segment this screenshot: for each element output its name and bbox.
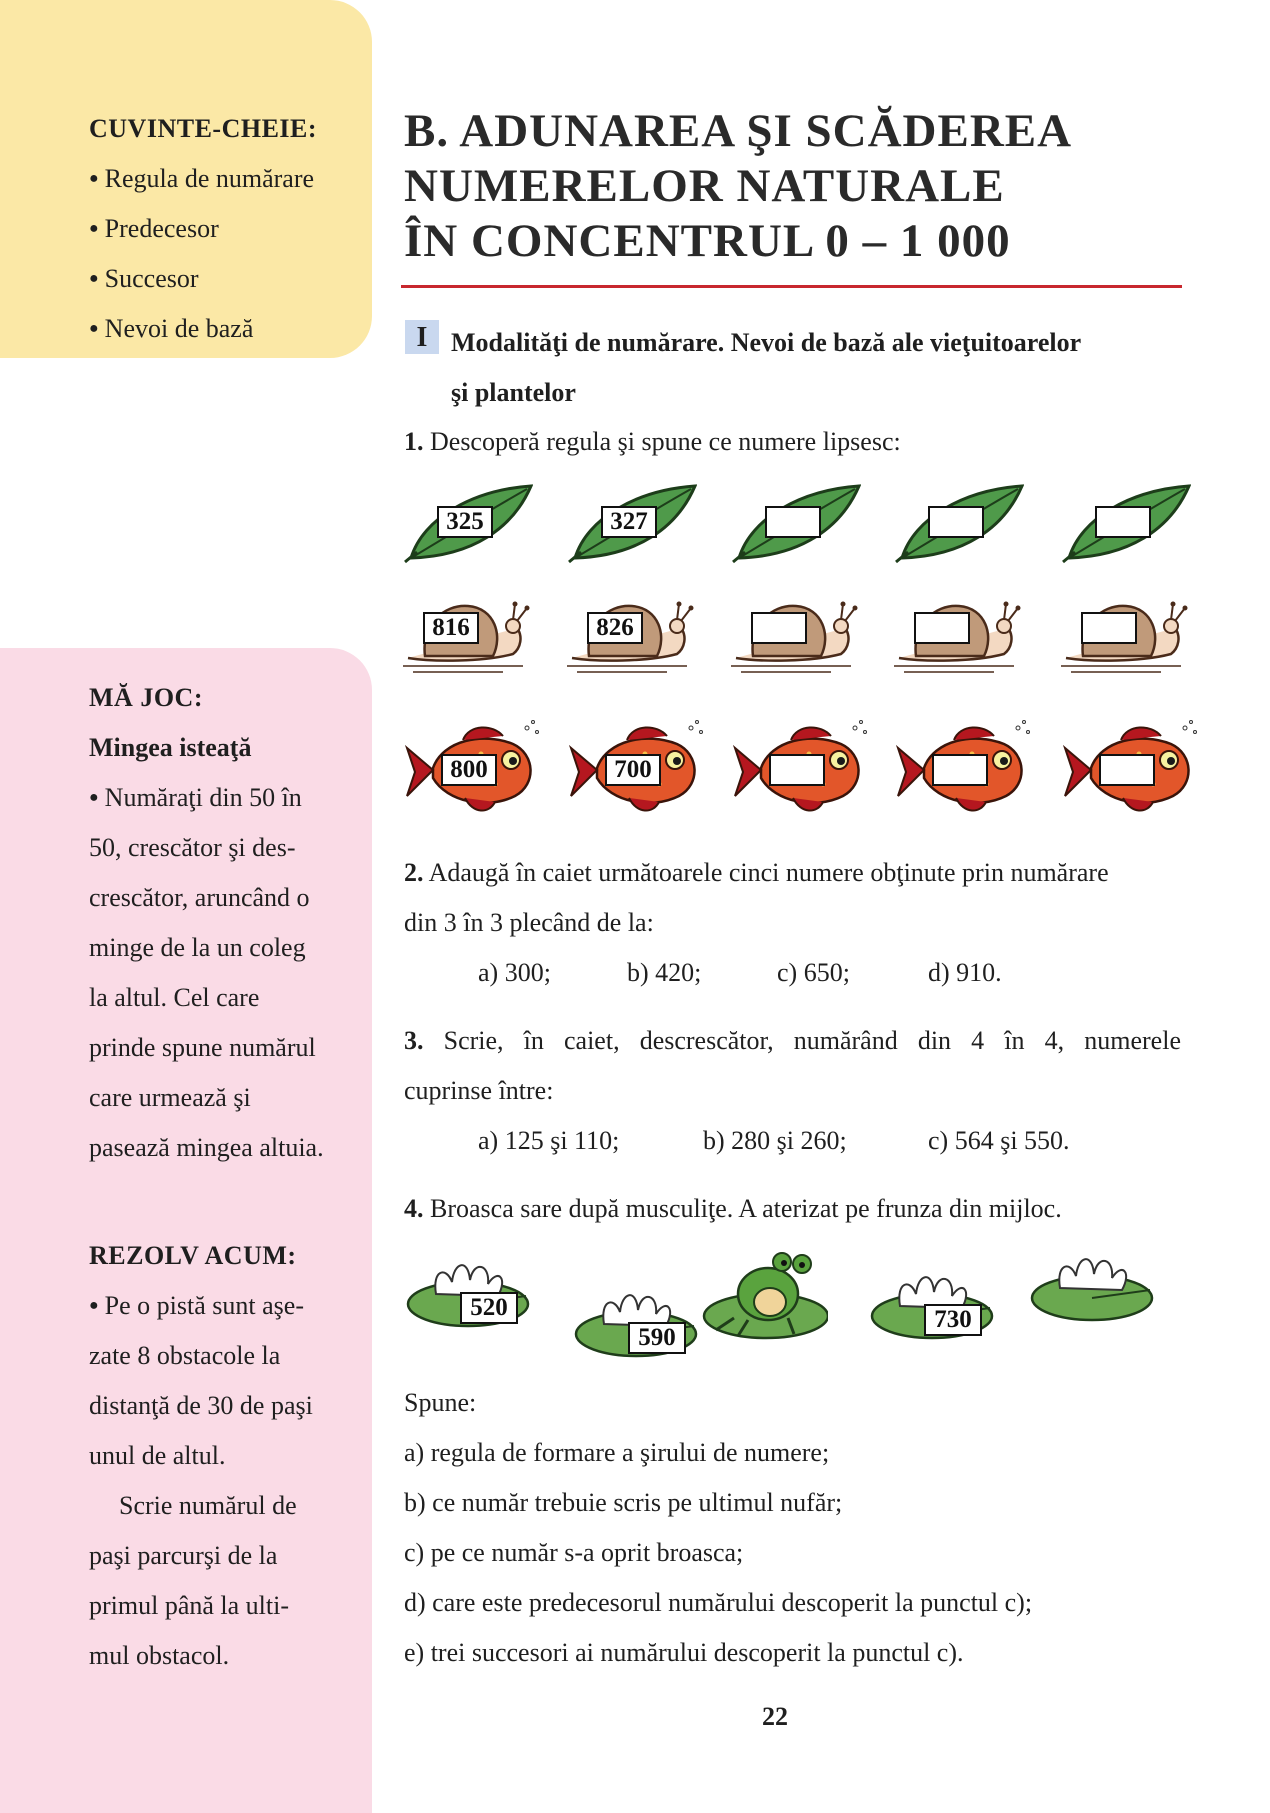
section-title-line: şi plantelor <box>451 378 576 407</box>
exercise-2-option: a) 300; <box>478 958 551 987</box>
fish-number-box: 700 <box>605 754 661 786</box>
chapter-title-line: NUMERELOR NATURALE <box>404 160 1005 212</box>
exercise-4-item: e) trei succesori ai numărului descoperit la punctul c). <box>404 1638 964 1667</box>
solve-line: mul obstacol. <box>89 1641 230 1670</box>
fish-icon <box>403 718 543 823</box>
exercise-4-item: b) ce număr trebuie scris pe ultimul nufăr; <box>404 1488 843 1517</box>
exercise-2-option: d) 910. <box>928 958 1002 987</box>
exercise-2-prompt-line2: din 3 în 3 plecând de la: <box>404 908 654 937</box>
play-line: 50, crescător şi des- <box>89 833 296 862</box>
exercise-2-prompt <box>404 848 1109 898</box>
leaf-number-box <box>765 506 821 538</box>
fish-icon <box>1061 718 1201 823</box>
solve-line: paşi parcurşi de la <box>89 1541 278 1570</box>
exercise-2-option: b) 420; <box>627 958 702 987</box>
solve-line: unul de altul. <box>89 1441 226 1470</box>
water-lily-icon <box>574 1282 704 1367</box>
solve-line: distanţă de 30 de paşi <box>89 1391 313 1420</box>
solve-line: zate 8 obstacole la <box>89 1341 281 1370</box>
snail-icon <box>731 596 861 681</box>
exercise-1-prompt <box>404 417 901 467</box>
snail-number-box: 826 <box>587 612 643 644</box>
keyword-item: ● Nevoi de bază <box>89 304 359 354</box>
exercise-4-item: d) care este predecesorul numărului descoperit la punctul c); <box>404 1588 1033 1617</box>
solve-heading: REZOLV ACUM: <box>89 1241 297 1270</box>
exercise-4-prompt <box>404 1184 1062 1234</box>
section-title <box>451 318 1171 418</box>
exercise-number: 3. <box>404 1026 424 1055</box>
keywords-panel <box>89 104 359 354</box>
exercise-text: Adaugă în caiet următoarele cinci numere obţinute prin numărare <box>423 858 1109 887</box>
solve-line: primul până la ulti- <box>89 1591 290 1620</box>
solve-panel <box>89 1231 359 1681</box>
chapter-title-line: ÎN CONCENTRUL 0 – 1 000 <box>404 215 1011 267</box>
play-line: minge de la un coleg <box>89 933 306 962</box>
snail-number-box <box>914 612 970 644</box>
exercise-text: Broasca sare după musculiţe. A aterizat pe frunza din mijloc. <box>423 1194 1062 1223</box>
exercise-3-option: c) 564 şi 550. <box>928 1126 1070 1155</box>
snail-icon <box>567 596 697 681</box>
leaf-icon <box>403 478 533 573</box>
chapter-title <box>404 104 1072 269</box>
exercise-4-item: a) regula de formare a şirului de numere; <box>404 1438 830 1467</box>
leaf-number-box <box>928 506 984 538</box>
play-line: care urmează şi <box>89 1083 251 1112</box>
keyword-item: ● Predecesor <box>89 204 359 254</box>
play-subheading: Mingea isteaţă <box>89 733 252 762</box>
leaf-number-box <box>1095 506 1151 538</box>
play-line: prinde spune numărul <box>89 1033 316 1062</box>
keyword-item: ● Succesor <box>89 254 359 304</box>
water-lily-icon <box>1030 1246 1160 1331</box>
exercise-3-prompt <box>404 1016 1181 1066</box>
leaf-number-box: 327 <box>601 506 657 538</box>
leaf-icon <box>894 478 1024 573</box>
exercise-2-option: c) 650; <box>777 958 850 987</box>
exercise-text: Descoperă regula şi spune ce numere lipsesc: <box>423 427 901 456</box>
snail-number-box: 816 <box>423 612 479 644</box>
exercise-3-prompt-line2: cuprinse între: <box>404 1076 554 1105</box>
snail-icon <box>894 596 1024 681</box>
play-line: crescător, aruncând o <box>89 883 310 912</box>
keywords-heading: CUVINTE-CHEIE: <box>89 114 318 143</box>
leaf-icon <box>731 478 861 573</box>
play-panel <box>89 673 359 1173</box>
play-line: pasează mingea altuia. <box>89 1133 324 1162</box>
page-number: 22 <box>762 1702 788 1731</box>
play-line: la altul. Cel care <box>89 983 260 1012</box>
fish-number-box: 800 <box>441 754 497 786</box>
fish-icon <box>567 718 707 823</box>
play-line: ● Număraţi din 50 în <box>89 773 359 823</box>
section-title-line: Modalităţi de numărare. Nevoi de bază ale vieţuitoarelor <box>451 328 1082 357</box>
fish-icon <box>894 718 1034 823</box>
title-divider <box>401 285 1182 288</box>
exercise-number: 1. <box>404 427 424 456</box>
frog-on-lily-icon <box>698 1246 828 1351</box>
exercise-number: 4. <box>404 1194 424 1223</box>
snail-icon <box>403 596 533 681</box>
leaf-icon <box>567 478 697 573</box>
lily-number-box: 730 <box>924 1304 982 1336</box>
lily-number-box: 590 <box>628 1322 686 1354</box>
fish-number-box <box>769 754 825 786</box>
exercise-4-intro: Spune: <box>404 1388 477 1417</box>
snail-number-box <box>1081 612 1137 644</box>
solve-line: ● Pe o pistă sunt aşe- <box>89 1281 359 1331</box>
exercise-3-option: a) 125 şi 110; <box>478 1126 620 1155</box>
solve-line: Scrie numărul de <box>119 1491 297 1520</box>
leaf-number-box: 325 <box>437 506 493 538</box>
leaf-icon <box>1061 478 1191 573</box>
exercise-4-item: c) pe ce număr s-a oprit broasca; <box>404 1538 744 1567</box>
fish-icon <box>731 718 871 823</box>
lily-number-box: 520 <box>460 1292 518 1324</box>
exercise-3-option: b) 280 şi 260; <box>703 1126 847 1155</box>
water-lily-icon <box>870 1264 1000 1349</box>
section-number-badge: I <box>405 320 439 354</box>
exercise-number: 2. <box>404 858 424 887</box>
play-heading: MĂ JOC: <box>89 683 203 712</box>
snail-icon <box>1061 596 1191 681</box>
keyword-item: ● Regula de numărare <box>89 154 359 204</box>
fish-number-box <box>932 754 988 786</box>
exercise-text: Scrie, în caiet, descrescător, numărând din 4 în 4, numerele <box>423 1026 1181 1055</box>
water-lily-icon <box>406 1252 536 1337</box>
chapter-title-line: B. ADUNAREA ŞI SCĂDEREA <box>404 105 1073 157</box>
fish-number-box <box>1099 754 1155 786</box>
snail-number-box <box>751 612 807 644</box>
